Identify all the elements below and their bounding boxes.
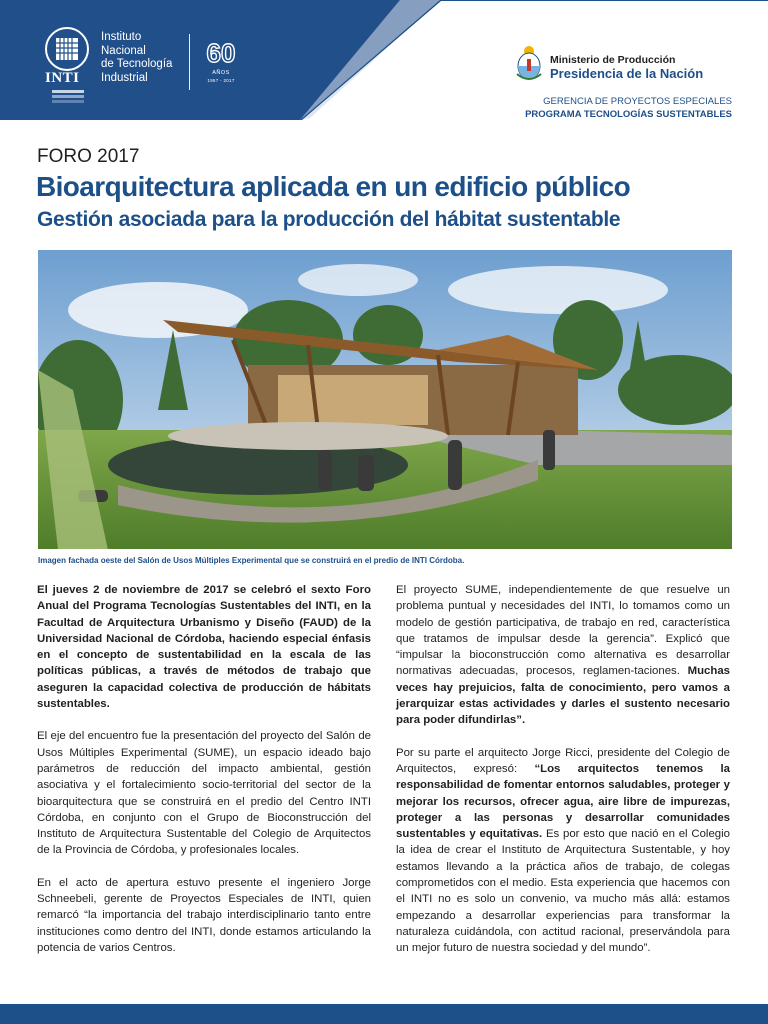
svg-text:60: 60 xyxy=(206,38,236,68)
body-paragraph xyxy=(396,745,730,957)
building-rendering-image xyxy=(38,250,732,549)
body-paragraph: El eje del encuentro fue la presentación del proyecto del Salón de Usos Múltiples Experimental (SUME), un espacio ideado bajo parámetros de reducción del impacto ambiental, gestión asociativa y el fortalecimiento socio-territorial del sector de la bioarquitectura que se construirá en el predio del Centro INTI Córdoba, en conjunto con el Grupo de Bioconstrucción del Instituto de Arquitectura Sustentable del Colegio de Arquitectos de la Provincia de Córdoba, y profesionales locales. xyxy=(37,730,371,857)
image-caption: Imagen fachada oeste del Salón de Usos Múltiples Experimental que se construirá en el predio de INTI Córdoba. xyxy=(38,556,465,565)
body-paragraph xyxy=(396,582,730,729)
institute-line: Instituto xyxy=(101,31,142,43)
institute-line: Industrial xyxy=(101,71,148,84)
paragraph-text: Es por esto que nació en el Colegio la idea de crear el Instituto de Arquitectura Sustentable, y hoy estamos llevando a la práctica años de trabajo, de colegas comprometidos con el medio. Esta experiencia que hacemos con el INTI no es solo un convenio, va mucho más allá: estamos empezando a desarrollar experiencias para transformar la naturaleza cuidándola, con actitud racional, preservándola para un mejor futuro de nuestra sociedad y del mundo”. xyxy=(396,828,730,955)
intro-paragraph: El jueves 2 de noviembre de 2017 se celebró el sexto Foro Anual del Programa Tecnologías Sustentables del INTI, en la Facultad de Arquitectura Urbanismo y Diseño (FAUD) de la Universidad Nacional de Córdoba, haciendo especial énfasis en el concepto de sustentabilidad en la escala de las políticas públicas, a través de métodos de trabajo que aseguren la capacidad colectiva de producción de hábitats sustentables. xyxy=(37,584,371,711)
logo-stripes-icon xyxy=(52,90,84,106)
national-coat-of-arms-icon xyxy=(514,44,544,82)
paragraph-text: El proyecto SUME, independientemente de que resuelve un problema puntual y necesidades del INTI, lo tomamos como un modelo de gestión participativa, de trabajo en red, característica que tratamos de impulsar desde la gerencia”. Explicó que “impulsar la bioconstrucción como alternativa es desarrollar normativas adecuadas, procesos, reglamen-taciones. xyxy=(396,584,730,678)
inti-acronym: INTI xyxy=(45,70,80,86)
institute-name xyxy=(101,31,172,85)
left-column xyxy=(37,582,371,972)
body-paragraph: En el acto de apertura estuvo presente el ingeniero Jorge Schneebeli, gerente de Proyectos Especiales de INTI, quien remarcó “la importancia del trabajo interdisciplinario tanto entre instituciones como dentro del INTI, donde estamos articulando la potencia de varios Centros. xyxy=(37,876,371,954)
anniversary-years: 1957 - 2017 xyxy=(207,78,235,83)
gerencia-label: GERENCIA DE PROYECTOS ESPECIALES xyxy=(543,96,732,107)
article-kicker: FORO 2017 xyxy=(37,146,140,167)
inti-logo-icon xyxy=(44,26,90,72)
quote-bold: “Los arquitectos tenemos la responsabilidad de fomentar entornos saludables, proteger y mejorar los recursos, ofrecer agua, aire libre de impurezas, proteger a las personas y desarrollar comunidades sustentables y equitativas. xyxy=(396,762,731,841)
right-column xyxy=(396,582,730,973)
anniversary-label: AÑOS xyxy=(212,70,230,76)
ministry-name: Ministerio de Producción xyxy=(550,54,676,66)
paragraph-text: Por su parte el arquitecto Jorge Ricci, presidente del Colegio de Arquitectos, expresó: xyxy=(396,746,730,775)
article-subtitle: Gestión asociada para la producción del hábitat sustentable xyxy=(37,208,621,231)
article-title: Bioarquitectura aplicada en un edificio público xyxy=(36,171,631,202)
institute-line: Nacional xyxy=(101,44,146,57)
presidency-name: Presidencia de la Nación xyxy=(550,66,704,81)
footer-bar xyxy=(0,1004,768,1024)
quote-bold: Muchas veces hay prejuicios, falta de conocimiento, pero vamos a jerarquizar estas actividades y darles el sustento necesario para poder difundirlas”. xyxy=(396,665,730,727)
anniversary-60-icon xyxy=(203,38,239,68)
programa-label: PROGRAMA TECNOLOGÍAS SUSTENTABLES xyxy=(525,109,732,120)
header-divider xyxy=(189,34,190,90)
institute-line: de Tecnología xyxy=(101,58,173,70)
